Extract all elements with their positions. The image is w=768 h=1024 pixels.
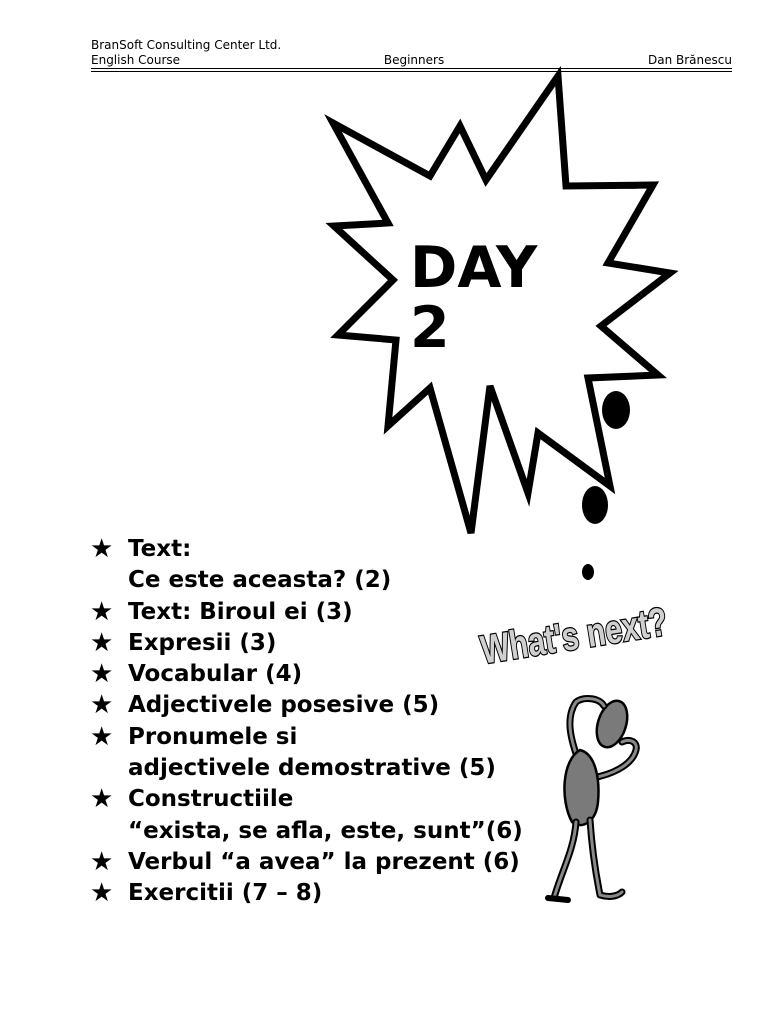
topic-line: Text: xyxy=(128,536,192,562)
list-item xyxy=(90,628,523,659)
topic-line: Pronumele si xyxy=(128,723,298,750)
star-bullet-icon: ★ xyxy=(90,784,114,815)
star-bullet-icon: ★ xyxy=(90,846,114,877)
list-item xyxy=(90,690,523,721)
company-name: BranSoft Consulting Center Ltd. xyxy=(91,38,282,52)
header-row-1 xyxy=(91,38,732,53)
list-item xyxy=(90,722,523,785)
topic-line: Exercitii (7 – 8) xyxy=(128,880,323,907)
list-item xyxy=(90,784,523,847)
thought-bubbles-icon xyxy=(570,385,650,585)
topic-list xyxy=(90,534,523,910)
topic-line: Constructiile xyxy=(128,786,294,813)
course-name: English Course xyxy=(91,53,181,67)
topic-line: “exista, se afla, este, sunt”(6) xyxy=(128,817,523,844)
day-title-line-1: DAY xyxy=(410,235,538,301)
star-bullet-icon: ★ xyxy=(90,659,114,690)
star-bullet-icon: ★ xyxy=(90,690,114,721)
list-item xyxy=(90,847,523,878)
star-bullet-icon: ★ xyxy=(90,627,114,658)
star-bullet-icon: ★ xyxy=(90,596,114,627)
page-header xyxy=(91,38,732,68)
list-item xyxy=(90,659,523,690)
author-name: Dan Brănescu xyxy=(648,53,732,67)
star-bullet-icon: ★ xyxy=(90,721,114,752)
topic-line: adjectivele demostrative (5) xyxy=(128,755,496,782)
day-title xyxy=(410,235,538,361)
day-title-line-2: 2 xyxy=(410,295,450,361)
whats-next-text: What's next? xyxy=(477,590,729,673)
topic-line: Vocabular (4) xyxy=(128,661,303,688)
star-bullet-icon: ★ xyxy=(90,878,114,909)
topic-line: Text: Biroul ei (3) xyxy=(128,598,353,625)
topic-line: Adjectivele posesive (5) xyxy=(128,692,440,719)
list-item xyxy=(90,597,523,628)
list-item xyxy=(90,878,523,909)
topic-line: Verbul “a avea” la prezent (6) xyxy=(128,848,520,875)
topic-line: Ce este aceasta? (2) xyxy=(128,567,392,594)
topic-line: Expresii (3) xyxy=(128,629,277,656)
list-item xyxy=(90,534,523,597)
star-bullet-icon: ★ xyxy=(90,534,114,564)
course-level: Beginners xyxy=(383,53,445,67)
header-row-2 xyxy=(91,53,732,68)
thinking-figure-icon xyxy=(540,690,650,905)
